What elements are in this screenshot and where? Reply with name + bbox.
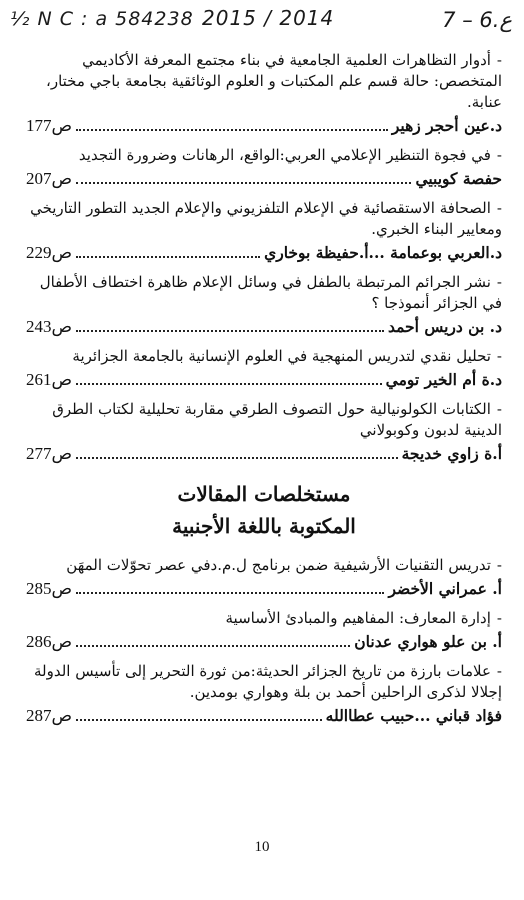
entry-meta: [26, 631, 502, 653]
entry-page: ص286: [26, 632, 73, 651]
entry-title: أدوار التظاهرات العلمية الجامعية في بناء مجتمع المعرفة الأكاديمي المتخصص: حالة قسم علم المكتبات و العلوم الوثائقية بجامعة باجي مختار، عنابة.: [45, 51, 502, 111]
dot-leader: [76, 182, 411, 184]
table-of-contents: [26, 50, 502, 735]
entry-page: ص277: [26, 444, 73, 463]
entry-page: ص243: [26, 317, 73, 336]
handwritten-catalog-number: ⅟₂ N C : a 584238: [10, 8, 194, 30]
handwritten-reference: [6, 4, 518, 38]
entry-page: ص177: [26, 116, 73, 135]
toc-entry: [26, 555, 502, 600]
entry-page: ص207: [26, 169, 73, 188]
entry-meta: [26, 168, 502, 190]
entry-title: في فجوة التنظير الإعلامي العربي:الواقع، الرهانات وضرورة التجديد: [78, 146, 491, 164]
entry-title: تدريس التقنيات الأرشيفية ضمن برنامج ل.م.دفي عصر تحوّلات المهَن: [66, 556, 491, 574]
entry-title: علامات بارزة من تاريخ الجزائر الحديثة:من ثورة التحرير إلى تأسيس الدولة إجلالا لذكرى الراحلين أحمد بن بلة وهواري بومدين.: [33, 662, 502, 701]
bullet-dash: -: [496, 556, 502, 574]
handwritten-year: 2015 / 2014: [202, 6, 335, 30]
page-number: 10: [254, 839, 270, 855]
entry-author: د.ة أم الخير تومي: [385, 370, 502, 389]
bullet-dash: -: [496, 199, 502, 217]
entry-author: د.العربي بوعمامة ...أ.حفيظة بوخاري: [264, 243, 502, 262]
bullet-dash: -: [496, 51, 502, 69]
bullet-dash: -: [496, 400, 502, 418]
entry-title: نشر الجرائم المرتبطة بالطفل في وسائل الإعلام ظاهرة اختطاف الأطفال في الجزائر أنموذجا ؟: [39, 273, 502, 312]
toc-entry: [26, 399, 502, 465]
entry-meta: [26, 242, 502, 264]
dot-leader: [76, 592, 384, 594]
entry-page: ص287: [26, 706, 73, 725]
dot-leader: [76, 256, 260, 258]
dot-leader: [76, 719, 322, 721]
toc-entry: [26, 661, 502, 727]
entry-meta: [26, 443, 502, 465]
toc-entry: [26, 145, 502, 190]
dot-leader: [76, 383, 382, 385]
toc-entry: [26, 50, 502, 137]
entry-title: الصحافة الاستقصائية في الإعلام التلفزيوني والإعلام الجديد التطور التاريخي ومعايير البناء الخبري.: [30, 199, 502, 238]
section-subheading: المكتوبة باللغة الأجنبية: [172, 514, 356, 538]
entry-title: تحليل نقدي لتدريس المنهجية في العلوم الإنسانية بالجامعة الجزائرية: [72, 347, 491, 365]
section-heading: مستخلصات المقالات: [177, 482, 351, 506]
entry-page: ص285: [26, 579, 73, 598]
entry-author: فؤاد قباني ...حبيب عطاالله: [325, 706, 502, 725]
entry-meta: [26, 369, 502, 391]
bullet-dash: -: [496, 273, 502, 291]
entry-author: أ. بن علو هواري عدنان: [354, 632, 502, 651]
bullet-dash: -: [496, 347, 502, 365]
entry-title: الكتابات الكولونيالية حول التصوف الطرقي مقاربة تحليلية لكتاب الطرق الدينية لدبون وكوبولاني: [52, 400, 502, 439]
entry-author: د.عين أحجر زهير: [391, 116, 502, 135]
entry-page: ص229: [26, 243, 73, 262]
bullet-dash: -: [496, 146, 502, 164]
entry-meta: [26, 578, 502, 600]
entry-author: أ.ة زاوي خديجة: [401, 444, 502, 463]
entry-author: د. بن دريس أحمد: [387, 317, 502, 336]
entry-page: ص261: [26, 370, 73, 389]
toc-entry: [26, 608, 502, 653]
bullet-dash: -: [496, 662, 502, 680]
dot-leader: [76, 330, 384, 332]
entry-meta: [26, 705, 502, 727]
entry-author: أ. عمراني الأخضر: [388, 579, 502, 598]
dot-leader: [76, 645, 350, 647]
entry-title: إدارة المعارف: المفاهيم والمبادئ الأساسية: [225, 609, 491, 627]
entry-author: حفصة كويبيي: [415, 169, 502, 188]
toc-entry: [26, 346, 502, 391]
bullet-dash: -: [496, 609, 502, 627]
entry-meta: [26, 115, 502, 137]
toc-entry: [26, 272, 502, 338]
handwritten-shelf-code: ع.6 – 7: [442, 8, 512, 32]
dot-leader: [76, 129, 388, 131]
entry-meta: [26, 316, 502, 338]
dot-leader: [76, 457, 398, 459]
toc-entry: [26, 198, 502, 264]
